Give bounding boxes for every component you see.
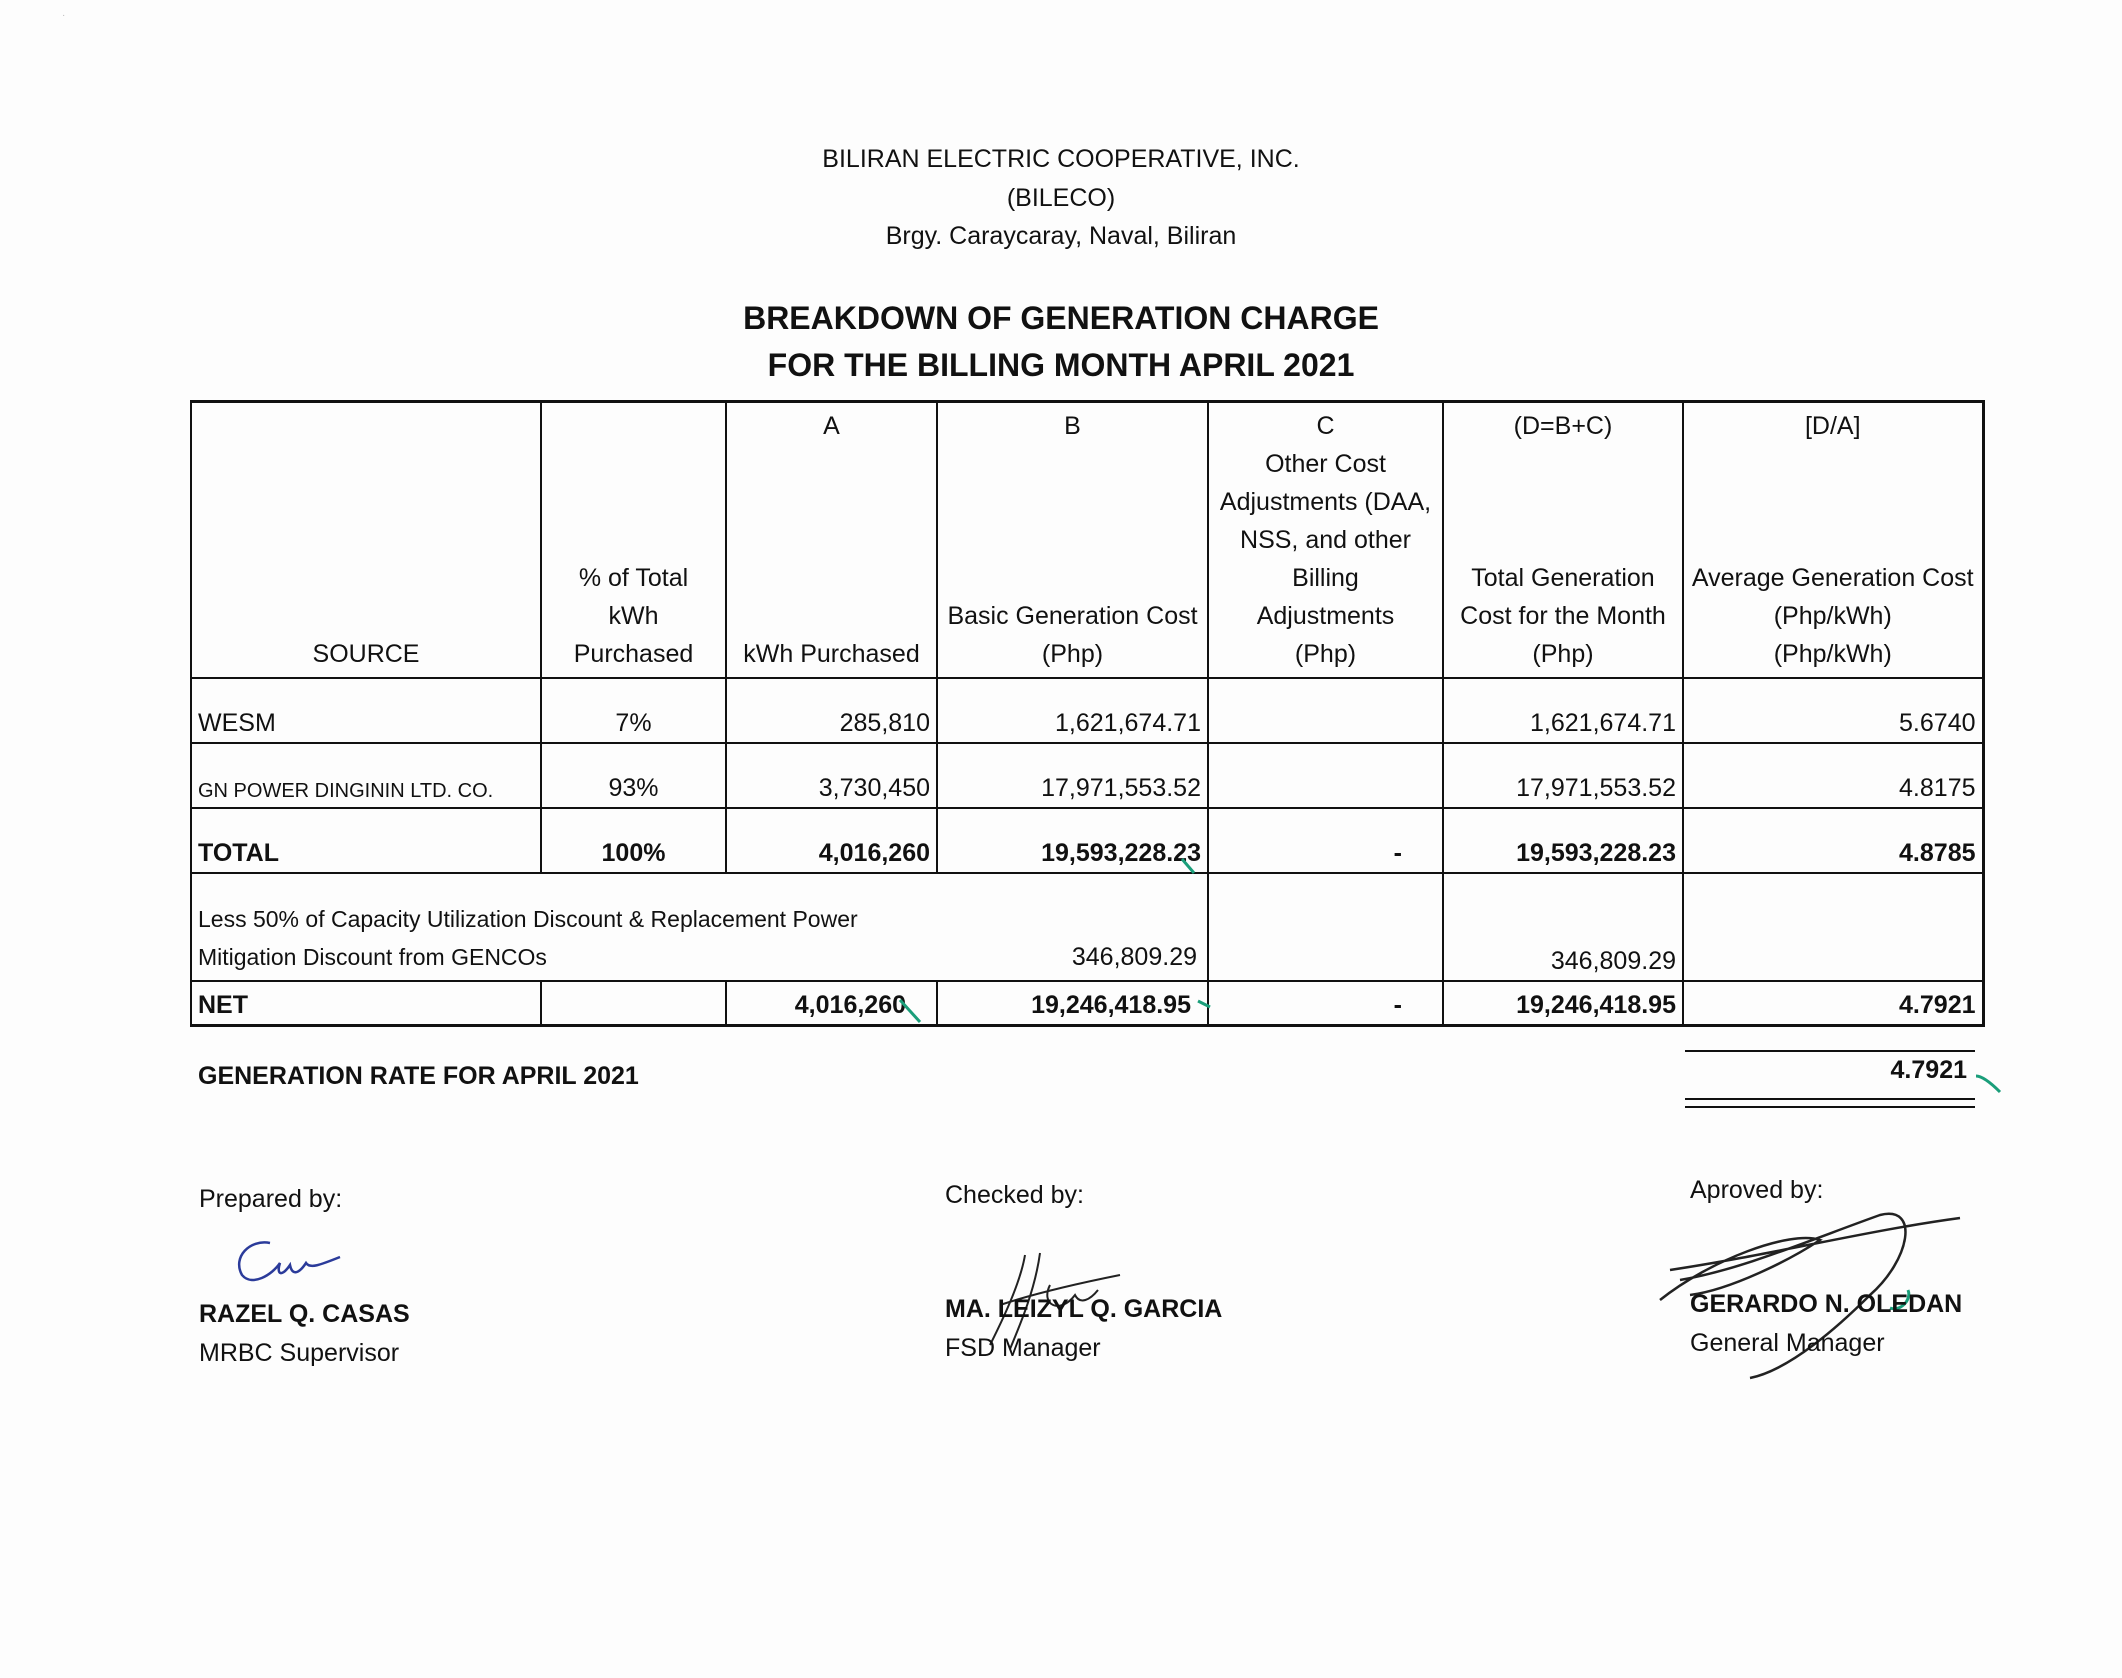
col-header-kwh: A kWh Purchased bbox=[726, 402, 937, 679]
approved-by-position: General Manager bbox=[1690, 1329, 1885, 1357]
generation-rate-label: GENERATION RATE FOR APRIL 2021 bbox=[198, 1062, 639, 1090]
adjustment-row bbox=[191, 873, 1983, 981]
cell-avg bbox=[1683, 873, 1983, 981]
check-mark-icon bbox=[1196, 997, 1226, 1027]
cell-avg: 4.8785 bbox=[1683, 808, 1983, 873]
cell-kwh: 4,016,260 bbox=[726, 808, 937, 873]
adjustment-basic: 346,809.29 bbox=[1071, 943, 1197, 971]
org-name: BILIRAN ELECTRIC COOPERATIVE, INC. bbox=[822, 145, 1300, 173]
generation-charge-table bbox=[190, 400, 1985, 1027]
table-row bbox=[191, 743, 1983, 808]
scan-speck: · bbox=[62, 10, 66, 21]
checked-by-label: Checked by: bbox=[945, 1181, 1084, 1209]
cell-total: 19,246,418.95 bbox=[1443, 981, 1683, 1026]
check-mark-icon bbox=[1974, 1068, 2004, 1098]
col-header-avg-cost: [D/A] Average Generation Cost (Php/kWh) (Php/kWh) bbox=[1683, 402, 1983, 679]
col-header-other-cost: C Other Cost Adjustments (DAA, NSS, and other Billing Adjustments (Php) bbox=[1208, 402, 1443, 679]
cell-total: 1,621,674.71 bbox=[1443, 678, 1683, 743]
cell-pct: 100% bbox=[541, 808, 726, 873]
cell-source: TOTAL bbox=[191, 808, 541, 873]
generation-rate-value: 4.7921 bbox=[1890, 1056, 1967, 1084]
cell-source: WESM bbox=[191, 678, 541, 743]
approved-by-label: Aproved by: bbox=[1690, 1176, 1824, 1204]
net-row bbox=[191, 981, 1983, 1026]
cell-other: - bbox=[1208, 808, 1443, 873]
checked-by-name: MA. LEIZYL Q. GARCIA bbox=[945, 1295, 1223, 1323]
document-title-line2: FOR THE BILLING MONTH APRIL 2021 bbox=[767, 347, 1355, 383]
table-row bbox=[191, 678, 1983, 743]
adjustment-label-line1: Less 50% of Capacity Utilization Discount & Replacement Power bbox=[198, 906, 858, 932]
approved-by-name: GERARDO N. OLEDAN bbox=[1690, 1290, 1963, 1318]
col-header-basic-cost: B Basic Generation Cost (Php) bbox=[937, 402, 1208, 679]
cell-kwh: 4,016,260 bbox=[726, 981, 937, 1026]
col-header-total-cost: (D=B+C) Total Generation Cost for the Month (Php) bbox=[1443, 402, 1683, 679]
org-address: Brgy. Caraycaray, Naval, Biliran bbox=[885, 222, 1237, 250]
cell-avg: 4.8175 bbox=[1683, 743, 1983, 808]
cell-basic: 17,971,553.52 bbox=[937, 743, 1208, 808]
cell-pct bbox=[541, 981, 726, 1026]
prepared-by-label: Prepared by: bbox=[199, 1185, 343, 1213]
cell-kwh: 3,730,450 bbox=[726, 743, 937, 808]
col-header-pct: % of Total kWh Purchased bbox=[541, 402, 726, 679]
table-header-row bbox=[191, 402, 1983, 679]
check-mark-icon bbox=[898, 998, 928, 1028]
cell-other bbox=[1208, 743, 1443, 808]
total-row bbox=[191, 808, 1983, 873]
cell-total: 17,971,553.52 bbox=[1443, 743, 1683, 808]
signature-casas-icon bbox=[230, 1235, 350, 1295]
cell-basic: 1,621,674.71 bbox=[937, 678, 1208, 743]
generation-rate-box bbox=[1685, 1050, 1975, 1108]
cell-pct: 93% bbox=[541, 743, 726, 808]
org-abbr: (BILECO) bbox=[1006, 184, 1116, 212]
check-mark-icon bbox=[1180, 855, 1210, 885]
prepared-by-name: RAZEL Q. CASAS bbox=[199, 1300, 410, 1328]
double-underline bbox=[1685, 1098, 1975, 1108]
cell-avg: 5.6740 bbox=[1683, 678, 1983, 743]
cell-total: 346,809.29 bbox=[1443, 873, 1683, 981]
cell-basic: 19,593,228.23 bbox=[937, 808, 1208, 873]
checked-by-position: FSD Manager bbox=[945, 1334, 1101, 1362]
cell-pct: 7% bbox=[541, 678, 726, 743]
cell-other bbox=[1208, 678, 1443, 743]
cell-kwh: 285,810 bbox=[726, 678, 937, 743]
cell-source: GN POWER DINGININ LTD. CO. bbox=[191, 743, 541, 808]
col-header-source: SOURCE bbox=[191, 402, 541, 679]
cell-adjustment bbox=[191, 873, 1208, 981]
cell-other: - bbox=[1208, 981, 1443, 1026]
cell-other bbox=[1208, 873, 1443, 981]
cell-basic: 19,246,418.95 bbox=[937, 981, 1208, 1026]
cell-avg: 4.7921 bbox=[1683, 981, 1983, 1026]
cell-source: NET bbox=[191, 981, 541, 1026]
cell-total: 19,593,228.23 bbox=[1443, 808, 1683, 873]
adjustment-label-line2: Mitigation Discount from GENCOs bbox=[198, 944, 547, 970]
document-title-line1: BREAKDOWN OF GENERATION CHARGE bbox=[743, 300, 1379, 336]
prepared-by-position: MRBC Supervisor bbox=[199, 1339, 400, 1367]
